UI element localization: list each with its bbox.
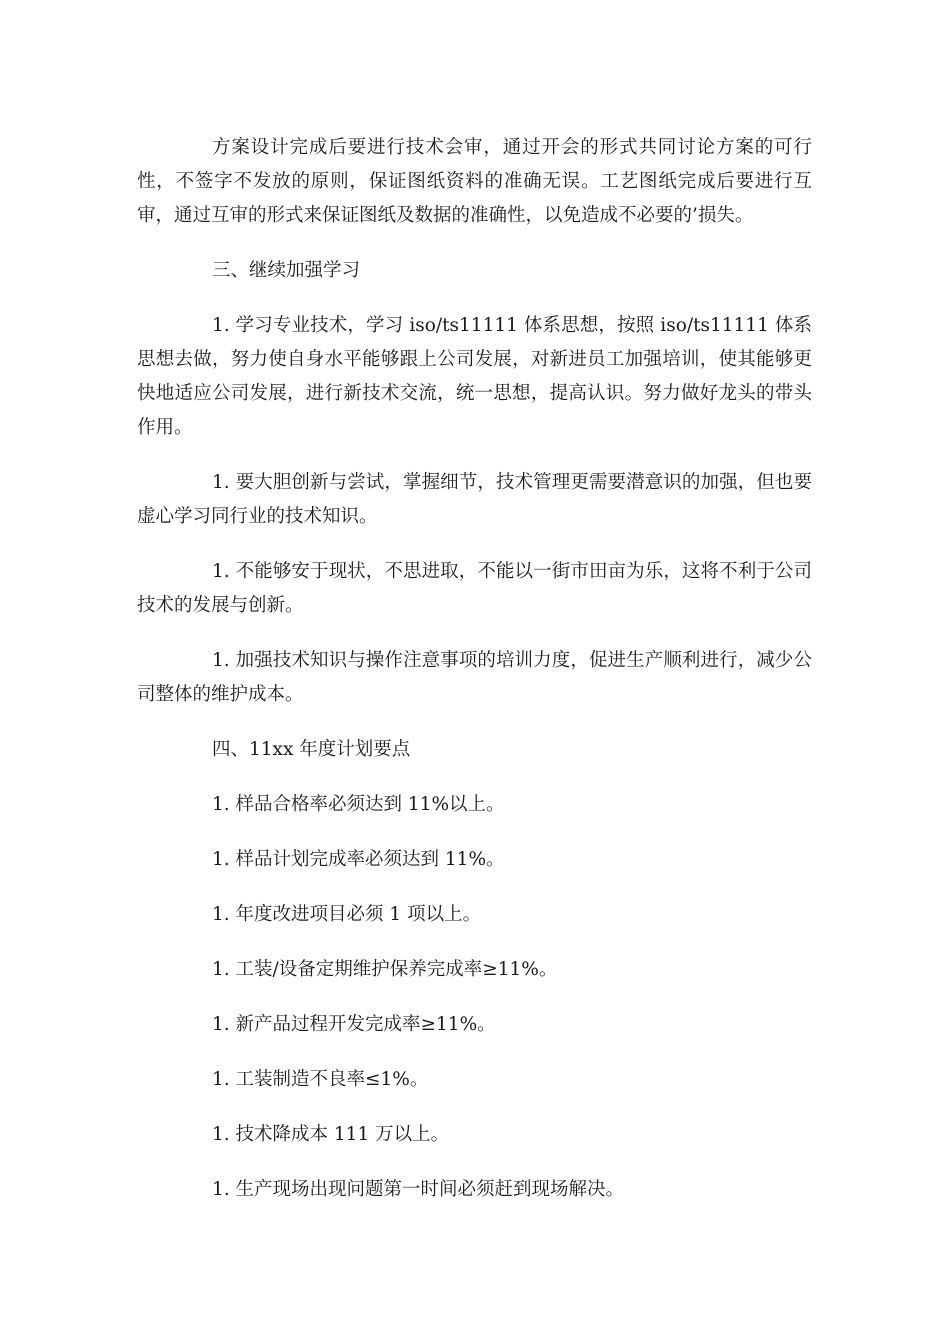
plan-item: 1. 技术降成本 111 万以上。 — [212, 1124, 450, 1145]
plan-item: 1. 生产现场出现问题第一时间必须赶到现场解决。 — [212, 1179, 625, 1200]
plan-item: 1. 新产品过程开发完成率≥11%。 — [212, 1014, 496, 1035]
section-heading-plan: 四、11xx 年度计划要点 — [212, 739, 411, 760]
plan-item: 1. 工装制造不良率≤1%。 — [212, 1069, 429, 1090]
paragraph-study-3: 1. 不能够安于现状，不思进取，不能以一街市田亩为乐，这将不利于公司技术的发展与创新。 — [137, 561, 812, 616]
paragraph-study-1: 1. 学习专业技术，学习 iso/ts11111 体系思想，按照 iso/ts11111 体系思想去做，努力使自身水平能够跟上公司发展，对新进员工加强培训，使其能够更快地适应公司发展，进行新技术交流，统一思想，提高认识。努力做好龙头的带头作用。 — [137, 315, 812, 438]
paragraph-study-2: 1. 要大胆创新与尝试，掌握细节，技术管理更需要潜意识的加强，但也要虚心学习同行业的技术知识。 — [137, 472, 812, 527]
plan-item: 1. 工装/设备定期维护保养完成率≥11%。 — [212, 959, 558, 980]
section-heading-study: 三、继续加强学习 — [212, 260, 361, 281]
plan-item: 1. 样品合格率必须达到 11%以上。 — [212, 794, 505, 815]
paragraph-study-4: 1. 加强技术知识与操作注意事项的培训力度，促进生产顺利进行，减少公司整体的维护成本。 — [137, 650, 812, 705]
paragraph-review: 方案设计完成后要进行技术会审，通过开会的形式共同讨论方案的可行性，不签字不发放的原则，保证图纸资料的准确无误。工艺图纸完成后要进行互审，通过互审的形式来保证图纸及数据的准确性，以免造成不必要的’损失。 — [137, 137, 812, 226]
document-body — [137, 131, 812, 1228]
plan-item: 1. 年度改进项目必须 1 项以上。 — [212, 904, 482, 925]
plan-item: 1. 样品计划完成率必须达到 11%。 — [212, 849, 505, 870]
